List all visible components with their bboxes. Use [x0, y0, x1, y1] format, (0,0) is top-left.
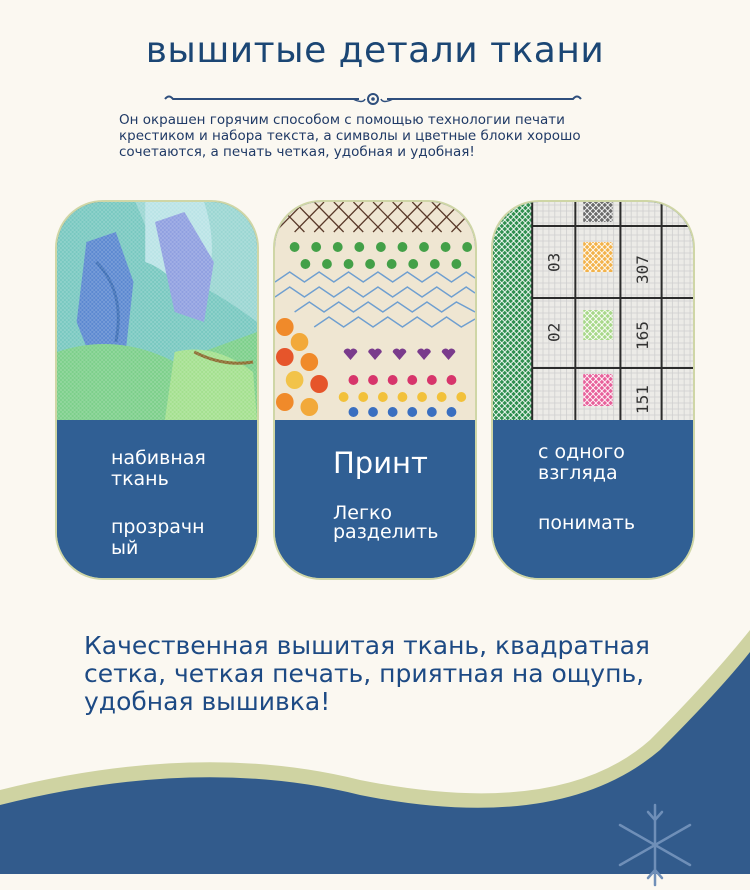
- summary-line-1: Качественная вышитая ткань, квадратная: [84, 631, 650, 660]
- card1-label-line3: прозрачн: [111, 516, 205, 538]
- card1-label-line1: набивная: [111, 447, 206, 469]
- fabric-photo-blue: [57, 202, 257, 420]
- card2-label-line2: разделить: [333, 521, 439, 543]
- grid-number-03: 03: [544, 252, 564, 272]
- card3-label-line3: понимать: [538, 512, 636, 534]
- grid-number-151: 151: [633, 385, 652, 414]
- card-panel: [57, 420, 257, 580]
- summary-line-2: сетка, четкая печать, приятная на ощупь,: [84, 659, 645, 688]
- card3-label-line1: с одного: [538, 441, 625, 463]
- ornamental-divider: [163, 90, 583, 108]
- card3-label-line2: взгляда: [538, 462, 618, 484]
- summary-text: [84, 632, 684, 716]
- page-title: вышитые детали ткани: [145, 30, 605, 71]
- card2-title: Принт: [333, 446, 428, 480]
- grid-number-02: 02: [544, 322, 564, 342]
- card2-label-line1: Легко: [333, 502, 393, 524]
- card-panel: [275, 420, 475, 580]
- card1-label-line4: ый: [111, 537, 139, 559]
- grid-number-307: 307: [633, 255, 652, 284]
- feature-card-filled-fabric: [55, 200, 259, 580]
- card1-label-line2: ткань: [111, 468, 169, 490]
- feature-card-print: [273, 200, 477, 580]
- feature-card-at-a-glance: [491, 200, 695, 580]
- snowflake-icon: [610, 800, 700, 890]
- fabric-photo-pattern: [275, 202, 475, 420]
- intro-paragraph: Он окрашен горячим способом с помощью технологии печати крестиком и набора текста, а символы и цветные блоки хорошо сочетаются, а печать четкая, удобная и удобная!: [119, 112, 581, 160]
- grid-number-165: 165: [633, 321, 652, 350]
- summary-line-3: удобная вышивка!: [84, 687, 331, 716]
- fabric-photo-grid: [493, 202, 693, 420]
